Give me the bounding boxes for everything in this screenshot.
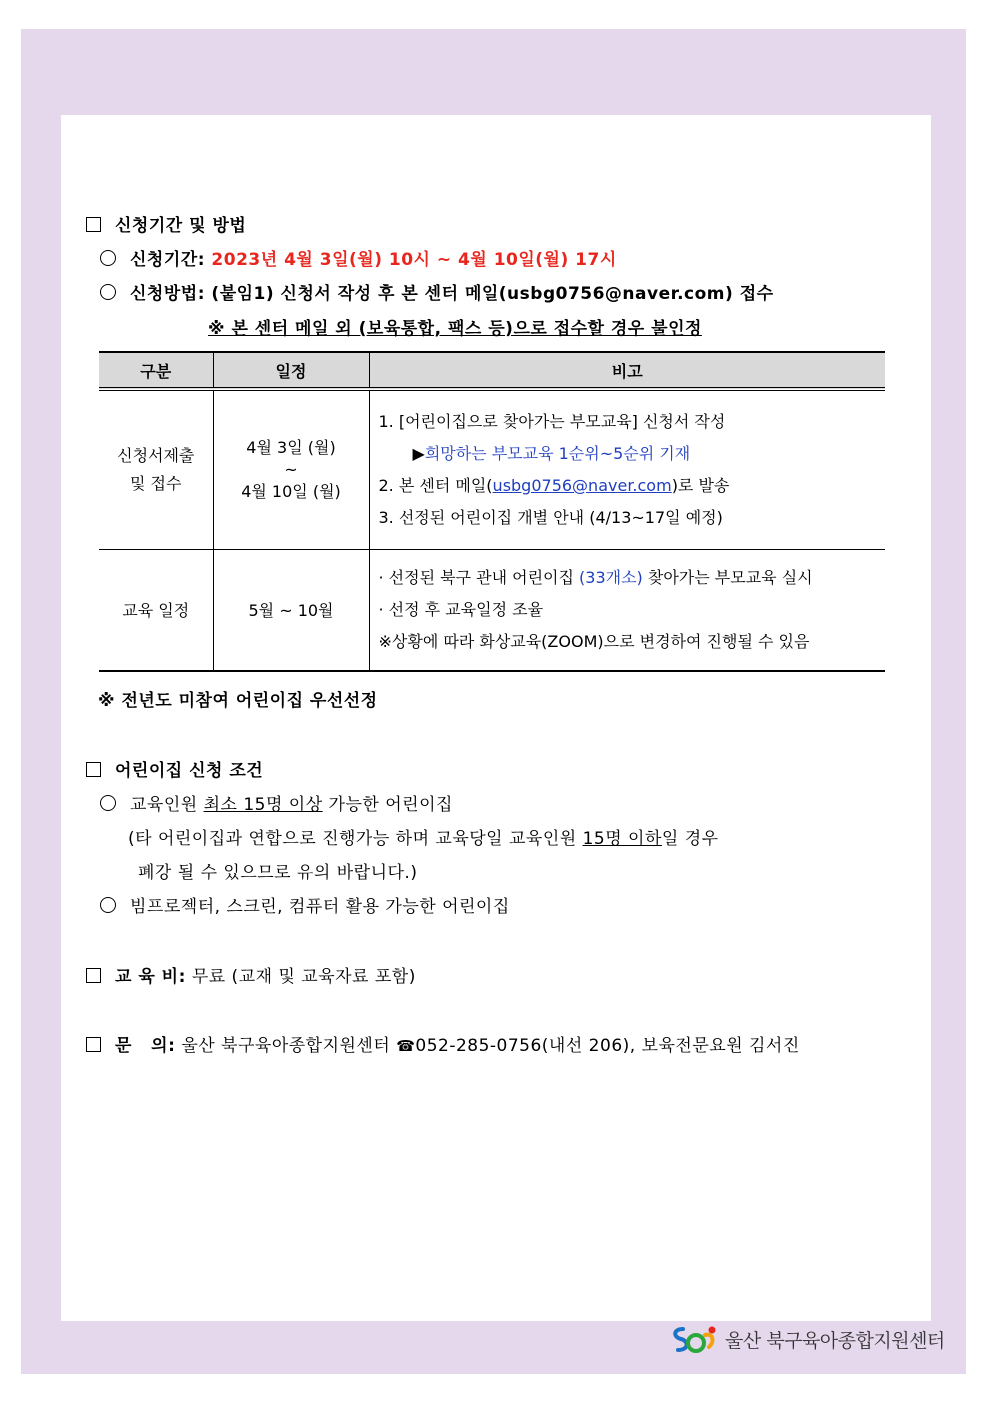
apply-period-line: 신청기간: 2023년 4월 3일(월) 10시 ~ 4월 10일(월) 17시	[100, 245, 617, 270]
center-logo-text: 울산 북구육아종합지원센터	[725, 1329, 945, 1352]
triangle-right-icon: ▶	[412, 443, 425, 463]
row-category-cell: 신청서제출 및 접수	[99, 389, 213, 549]
circle-bullet-icon	[100, 795, 116, 811]
checkbox-square-icon	[86, 968, 101, 983]
apply-method-line: 신청방법: (붙임1) 신청서 작성 후 본 센터 메일(usbg0756@naver.com) 접수	[100, 279, 774, 304]
checkbox-square-icon	[86, 762, 101, 777]
schedule-table	[99, 351, 885, 672]
section-apply-period-heading: 신청기간 및 방법	[86, 211, 246, 236]
checkbox-square-icon	[86, 1037, 101, 1052]
circle-bullet-icon	[100, 250, 116, 266]
contact-line: 문 의: 울산 북구육아종합지원센터 ☎052-285-0756(내선 206), 보육전문요원 김서진	[86, 1031, 800, 1056]
table-row	[99, 389, 885, 549]
header-schedule: 일정	[213, 352, 369, 389]
row-date-cell: 4월 3일 (월) ~ 4월 10일 (월)	[213, 389, 369, 549]
condition-detail-line2: 폐강 될 수 있으므로 유의 바랍니다.)	[138, 863, 418, 883]
email-only-warning: ※ 본 센터 메일 외 (보육통합, 팩스 등)으로 접수할 경우 불인정	[208, 319, 702, 339]
center-logo	[669, 1322, 945, 1356]
section-conditions-heading: 어린이집 신청 조건	[86, 756, 263, 781]
row-remarks-cell: 1. [어린이집으로 찾아가는 부모교육] 신청서 작성 ▶희망하는 부모교육 1순위~5순위 기재 2. 본 센터 메일(usbg0756@naver.com)로 발송 3. 선정된 어린이집 개별 안내 (4/13~17일 예정)	[369, 389, 885, 549]
apply-period-value: 2023년 4월 3일(월) 10시 ~ 4월 10일(월) 17시	[211, 250, 617, 270]
circle-bullet-icon	[100, 284, 116, 300]
row-remarks-cell: · 선정된 북구 관내 어린이집 (33개소) 찾아가는 부모교육 실시 · 선정 후 교육일정 조율 ※상황에 따라 화상교육(ZOOM)으로 변경하여 진행될 수 있음	[369, 549, 885, 671]
table-header-row	[99, 352, 885, 389]
condition-min-participants: 교육인원 최소 15명 이상 가능한 어린이집	[100, 790, 453, 815]
priority-note: ※ 전년도 미참여 어린이집 우선선정	[98, 691, 378, 711]
email-link[interactable]: usbg0756@naver.com	[492, 475, 672, 495]
condition-detail: (타 어린이집과 연합으로 진행가능 하며 교육당일 교육인원 15명 이하일 경우	[128, 829, 719, 849]
condition-equipment: 빔프로젝터, 스크린, 컴퓨터 활용 가능한 어린이집	[100, 892, 510, 917]
education-fee-line: 교 육 비: 무료 (교재 및 교육자료 포함)	[86, 962, 416, 987]
row-category-cell: 교육 일정	[99, 549, 213, 671]
table-row	[99, 549, 885, 671]
header-remarks: 비고	[369, 352, 885, 389]
telephone-icon: ☎	[396, 1037, 416, 1055]
apply-method-value: (붙임1) 신청서 작성 후 본 센터 메일(usbg0756@naver.com) 접수	[211, 284, 774, 304]
circle-bullet-icon	[100, 897, 116, 913]
row-date-cell: 5월 ~ 10월	[213, 549, 369, 671]
header-category: 구분	[99, 352, 213, 389]
checkbox-square-icon	[86, 217, 101, 232]
center-logo-icon	[669, 1323, 719, 1355]
